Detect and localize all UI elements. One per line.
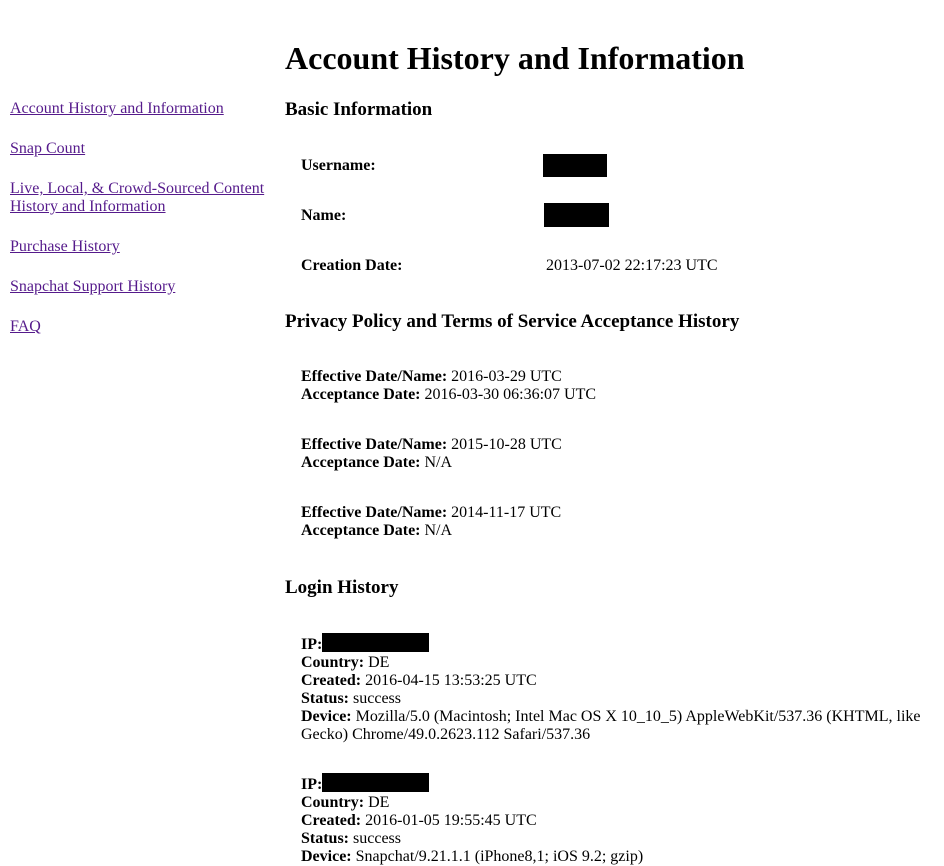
acceptance-label: Acceptance Date: [301, 454, 421, 471]
name-redacted [544, 203, 609, 232]
acceptance-value: N/A [424, 522, 453, 539]
country-value: DE [368, 794, 390, 811]
ip-redacted [322, 633, 429, 652]
name-label: Name: [301, 207, 347, 224]
basic-info-heading: Basic Information [285, 99, 433, 120]
page-title: Account History and Information [285, 40, 745, 76]
created-value: 2016-04-15 13:53:25 UTC [365, 672, 537, 689]
device-label: Device: [301, 848, 352, 865]
login-history-heading: Login History [285, 577, 399, 598]
status-value: success [353, 690, 401, 707]
status-value: success [353, 830, 401, 847]
device-value: Snapchat/9.21.1.1 (iPhone8,1; iOS 9.2; gzip) [355, 848, 644, 865]
effective-label: Effective Date/Name: [301, 368, 448, 385]
username-label: Username: [301, 157, 376, 174]
username-redacted [543, 154, 607, 182]
effective-value: 2015-10-28 UTC [451, 436, 562, 453]
creation-date-value: 2013-07-02 22:17:23 UTC [546, 257, 718, 274]
created-label: Created: [301, 672, 362, 689]
nav-link-purchase-history[interactable]: Purchase History [10, 238, 120, 255]
created-value: 2016-01-05 19:55:45 UTC [365, 812, 537, 829]
ip-redacted [322, 773, 429, 792]
effective-value: 2014-11-17 UTC [451, 504, 562, 521]
effective-label: Effective Date/Name: [301, 436, 448, 453]
nav-link-live-local-content[interactable]: Live, Local, & Crowd-Sourced Content History and Information [10, 180, 265, 215]
status-label: Status: [301, 830, 350, 847]
privacy-entry [301, 436, 931, 472]
acceptance-value: N/A [424, 454, 453, 471]
nav-link-support-history[interactable]: Snapchat Support History [10, 278, 176, 295]
status-label: Status: [301, 690, 350, 707]
privacy-entry [301, 504, 931, 540]
country-value: DE [368, 654, 390, 671]
nav-link-snap-count[interactable]: Snap Count [10, 140, 86, 157]
acceptance-value: 2016-03-30 06:36:07 UTC [424, 386, 597, 403]
creation-date-label: Creation Date: [301, 257, 403, 274]
nav-link-account-history[interactable]: Account History and Information [10, 100, 224, 117]
effective-label: Effective Date/Name: [301, 504, 448, 521]
privacy-heading: Privacy Policy and Terms of Service Acceptance History [285, 311, 740, 332]
effective-value: 2016-03-29 UTC [451, 368, 562, 385]
login-entry [301, 773, 931, 866]
ip-label: IP: [301, 636, 323, 653]
login-entry [301, 633, 931, 744]
created-label: Created: [301, 812, 362, 829]
nav-link-faq[interactable]: FAQ [10, 318, 41, 335]
device-value: Mozilla/5.0 (Macintosh; Intel Mac OS X 10_10_5) AppleWebKit/537.36 (KHTML, like Gecko) Chrome/49.0.2623.112 Safari/537.36 [301, 708, 921, 743]
acceptance-label: Acceptance Date: [301, 386, 421, 403]
country-label: Country: [301, 794, 365, 811]
device-label: Device: [301, 708, 352, 725]
privacy-entry [301, 368, 931, 404]
acceptance-label: Acceptance Date: [301, 522, 421, 539]
country-label: Country: [301, 654, 365, 671]
sidebar-nav [10, 100, 275, 358]
ip-label: IP: [301, 776, 323, 793]
